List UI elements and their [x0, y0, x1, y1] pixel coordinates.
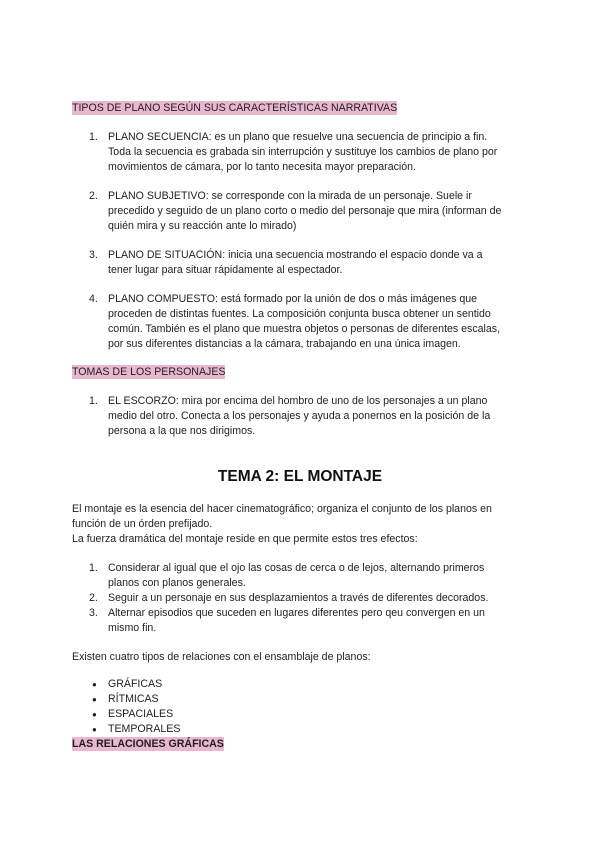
list-text-line: mismo fin. — [108, 622, 157, 634]
list-number: 3. — [89, 249, 98, 261]
list-number: 1. — [89, 562, 98, 574]
bullet-icon: ● — [92, 695, 97, 704]
relations-intro: Existen cuatro tipos de relaciones con el ensamblaje de planos: — [72, 651, 371, 663]
paragraph-line: La fuerza dramática del montaje reside en que permite estos tres efectos: — [72, 533, 418, 545]
list-text-line: Seguir a un personaje en sus desplazamientos a través de diferentes decorados. — [108, 592, 489, 604]
list-number: 4. — [89, 293, 98, 305]
page-title: TEMA 2: EL MONTAJE — [217, 468, 383, 485]
bullet-icon: ● — [92, 725, 97, 734]
intro-paragraph — [72, 502, 532, 547]
relation-label: RÍTMICAS — [108, 693, 159, 705]
list-item — [89, 561, 548, 591]
list-number: 1. — [89, 395, 98, 407]
plano-types-list — [89, 248, 548, 278]
list-text-line: Toda la secuencia es grabada sin interrupción y sustituye los cambios de plano por — [108, 146, 498, 158]
tomas-list — [89, 394, 548, 439]
paragraph-line: El montaje es la esencia del hacer cinematográfico; organiza el conjunto de los planos en — [72, 503, 492, 515]
list-text-line: Considerar al igual que el ojo las cosas de cerca o de lejos, alternando primeros — [108, 562, 485, 574]
relation-label: ESPACIALES — [108, 708, 174, 720]
list-text-line: PLANO COMPUESTO: está formado por la unión de dos o más imágenes que — [108, 293, 478, 305]
bullet-icon: ● — [92, 710, 97, 719]
list-text-line: EL ESCORZO: mira por encima del hombro de uno de los personajes a un plano — [108, 395, 488, 407]
list-item — [92, 692, 408, 707]
list-item — [92, 677, 408, 692]
list-text-line: PLANO DE SITUACIÓN: inicia una secuencia mostrando el espacio donde va a — [108, 249, 483, 261]
list-item — [89, 591, 548, 606]
bullet-icon: ● — [92, 680, 97, 689]
list-number: 3. — [89, 607, 98, 619]
plano-types-list — [89, 130, 548, 175]
list-item — [89, 189, 548, 234]
list-text-line: común. También es el plano que muestra objetos o personas de diferentes escalas, — [108, 323, 501, 335]
list-text-line: proceden de distintas fuentes. La composición conjunta busca obtener un sentido — [108, 308, 491, 320]
plano-types-list — [89, 292, 548, 352]
list-text-line: precedido y seguido de un plano corto o medio del personaje que mira (informan de — [108, 205, 502, 217]
list-number: 2. — [89, 592, 98, 604]
list-text-line: medio del otro. Conecta a los personajes y ayuda a ponernos en la posición de la — [108, 410, 491, 422]
list-item — [89, 292, 548, 352]
list-text-line: PLANO SECUENCIA: es un plano que resuelve una secuencia de principio a fin. — [108, 131, 488, 143]
list-text-line: persona a la que nos dirigimos. — [108, 425, 256, 437]
highlighted-heading: TOMAS DE LOS PERSONAJES — [72, 366, 226, 378]
list-number: 2. — [89, 190, 98, 202]
highlighted-heading: LAS RELACIONES GRÁFICAS — [72, 738, 224, 750]
section-heading-tomas — [72, 365, 225, 380]
list-item — [89, 130, 548, 175]
paragraph-line: función de un órden prefijado. — [72, 518, 213, 530]
list-text-line: movimientos de cámara, por lo tanto necesita mayor preparación. — [108, 161, 416, 173]
list-number: 1. — [89, 131, 98, 143]
section-heading-tipos-de-plano — [72, 101, 397, 116]
plano-types-list — [89, 189, 548, 234]
list-text-line: PLANO SUBJETIVO: se corresponde con la mirada de un personaje. Suele ir — [108, 190, 472, 202]
list-item — [92, 722, 408, 737]
list-text-line: por sus diferentes distancias a la cámara, trabajando en una única imagen. — [108, 338, 461, 350]
list-text-line: planos con planos generales. — [108, 577, 246, 589]
list-item — [89, 248, 548, 278]
effects-list — [89, 561, 548, 636]
list-text-line: tener lugar para situar rápidamente al espectador. — [108, 264, 343, 276]
relation-label: GRÁFICAS — [108, 678, 163, 690]
relations-list — [92, 677, 408, 737]
list-text-line: Alternar episodios que suceden en lugares diferentes pero qeu convergen en un — [108, 607, 485, 619]
list-item — [89, 394, 548, 439]
section-heading-relaciones-graficas — [72, 737, 224, 752]
relation-label: TEMPORALES — [108, 723, 181, 735]
list-item — [92, 707, 408, 722]
list-item — [89, 606, 548, 636]
highlighted-heading: TIPOS DE PLANO SEGÚN SUS CARACTERÍSTICAS NARRATIVAS — [72, 102, 398, 114]
list-text-line: quién mira y su reacción ante lo mirado) — [108, 220, 297, 232]
